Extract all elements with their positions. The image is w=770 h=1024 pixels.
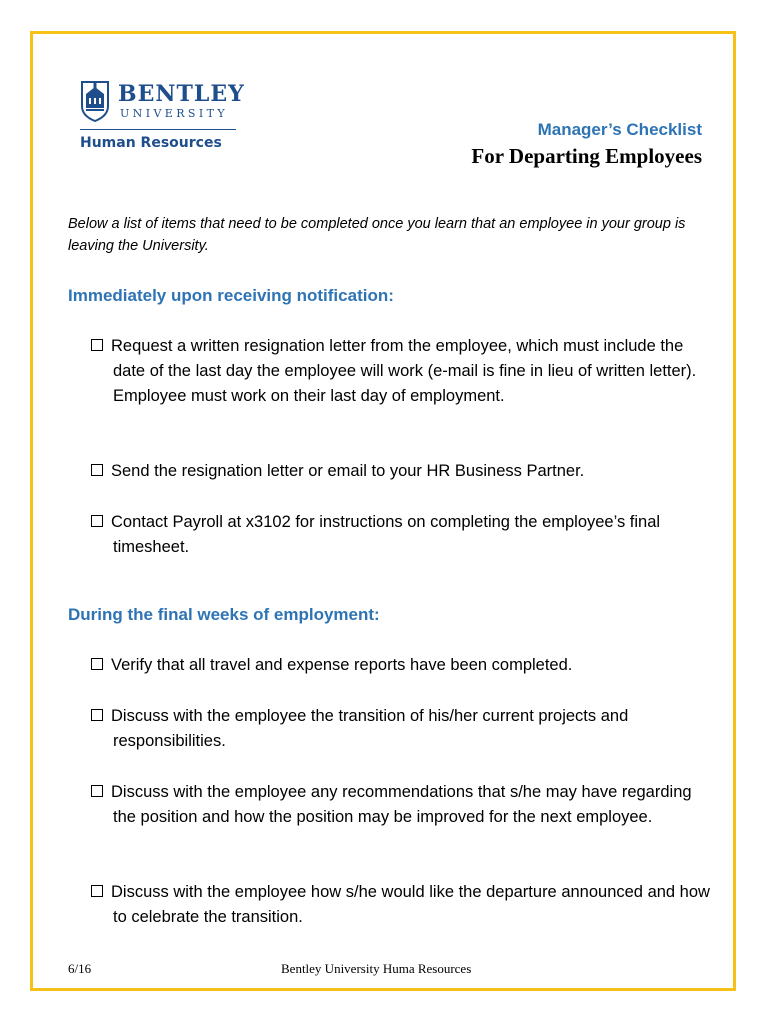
checklist-item xyxy=(91,459,711,484)
bentley-logo xyxy=(80,80,245,152)
footer-org: Bentley University Huma Resources xyxy=(281,961,472,976)
checkbox[interactable] xyxy=(91,785,103,797)
checklist-item xyxy=(91,510,711,560)
checkbox[interactable] xyxy=(91,658,103,670)
checklist-item-text: Verify that all travel and expense reports have been completed. xyxy=(111,656,573,674)
checkbox[interactable] xyxy=(91,464,103,476)
checklist-item-text: Contact Payroll at x3102 for instructions on completing the employee’s final timesheet. xyxy=(111,513,661,556)
logo-name: BENTLEY xyxy=(118,81,245,107)
checklist-item xyxy=(91,704,711,754)
checklist-item xyxy=(91,334,711,409)
checkbox[interactable] xyxy=(91,709,103,721)
checklist-item-text: Send the resignation letter or email to your HR Business Partner. xyxy=(111,462,585,480)
checklist-item xyxy=(91,653,711,678)
checklist-item-text: Discuss with the employee how s/he would like the departure announced and how to celebrate the transition. xyxy=(111,883,710,926)
bentley-shield-icon xyxy=(80,80,110,122)
section-heading-final-weeks: During the final weeks of employment: xyxy=(68,605,380,624)
section-heading-immediate: Immediately upon receiving notification: xyxy=(68,286,394,305)
page-subtitle: For Departing Employees xyxy=(471,144,702,168)
checkbox[interactable] xyxy=(91,339,103,351)
logo-department: Human Resources xyxy=(80,135,222,151)
checklist-item-text: Discuss with the employee any recommendations that s/he may have regarding the position and how the position may be improved for the next employee. xyxy=(111,783,692,826)
logo-divider xyxy=(80,129,236,130)
checklist-item xyxy=(91,780,711,830)
checkbox[interactable] xyxy=(91,885,103,897)
checklist-item-text: Request a written resignation letter from the employee, which must include the date of the last day the employee will work (e-mail is fine in lieu of written letter). Employee must work on their last day of employment. xyxy=(111,337,697,405)
page-title: Manager’s Checklist xyxy=(537,120,702,139)
intro-text: Below a list of items that need to be completed once you learn that an employee in your group is leaving the University. xyxy=(68,216,686,254)
checklist-item-text: Discuss with the employee the transition of his/her current projects and responsibilities. xyxy=(111,707,629,750)
title-block xyxy=(471,118,702,170)
checklist-item xyxy=(91,880,711,930)
checkbox[interactable] xyxy=(91,515,103,527)
footer-date: 6/16 xyxy=(68,961,92,976)
logo-university: UNIVERSITY xyxy=(120,107,228,120)
